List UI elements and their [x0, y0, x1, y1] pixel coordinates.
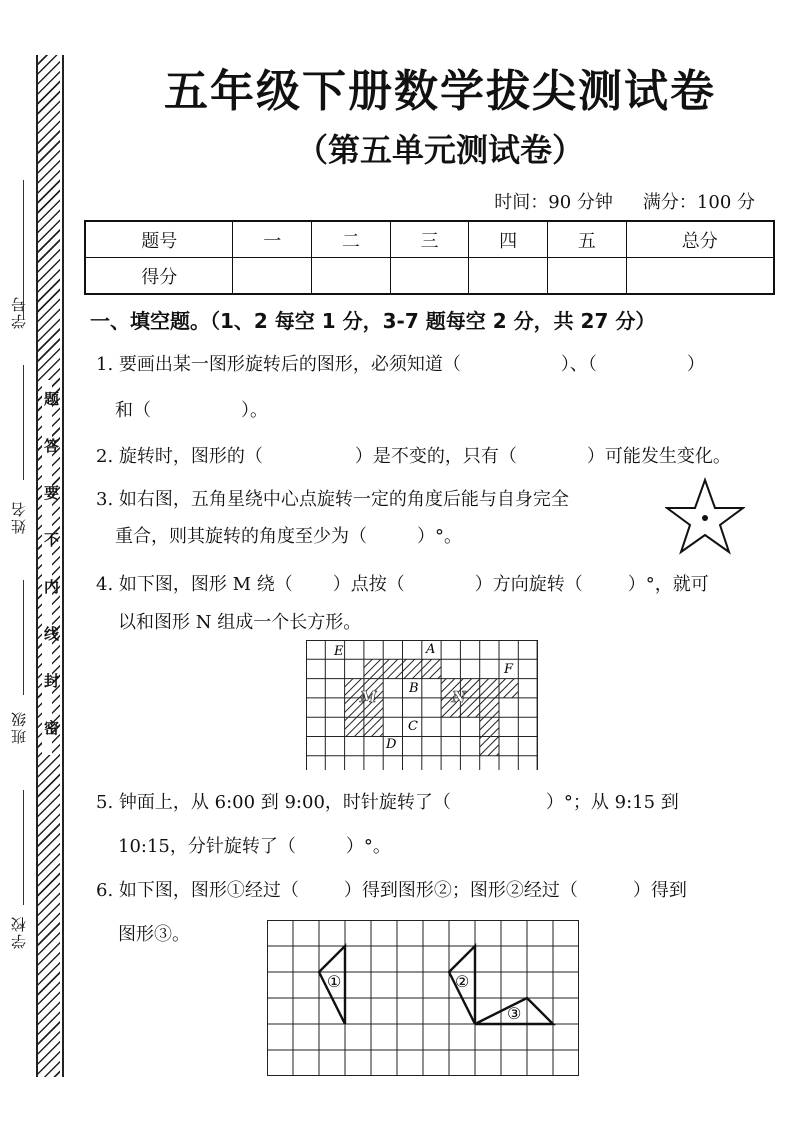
figure-4-label: E: [334, 644, 344, 659]
figure-4-label: M: [360, 688, 377, 706]
question-6: [96, 876, 687, 902]
score-input-cell[interactable]: [390, 258, 469, 295]
section-1-title: 一、填空题。（1、2 每空 1 分，3-7 题每空 2 分，共 27 分）: [90, 309, 656, 333]
q4-text: ）°，就可: [627, 574, 709, 595]
score-table: [84, 220, 775, 295]
figure-4-shaded-cells: [345, 659, 519, 756]
q2-text: 2. 旋转时，图形的（: [96, 446, 263, 467]
exam-time: 时间：90 分钟: [494, 192, 613, 213]
seal-char: 题: [44, 390, 60, 408]
question-6-cont: [118, 920, 190, 946]
student-id-label: 学号: [10, 295, 28, 329]
q1-text: ）: [686, 354, 705, 375]
shaded-cell: [403, 659, 422, 678]
q3-text: 重合，则其旋转的角度至少为（: [115, 526, 367, 547]
shaded-cell: [480, 717, 499, 736]
seal-border-right: [62, 55, 64, 1077]
figure-4-label: D: [386, 737, 397, 752]
seal-char: 线: [44, 625, 60, 643]
pentagram-figure: [665, 475, 745, 555]
shaded-cell: [364, 659, 383, 678]
q6-text: 6. 如下图，图形①经过（: [96, 880, 299, 901]
q5-text: ）°；从 9:15 到: [545, 792, 679, 813]
question-4: [96, 570, 709, 596]
q4-text: ）方向旋转（: [474, 574, 583, 595]
figure-4-label: F: [504, 662, 514, 677]
score-header-cell: 二: [312, 221, 391, 258]
shaded-cell: [480, 737, 499, 756]
question-1: [96, 350, 705, 376]
q5-text: 5. 钟面上，从 6:00 到 9:00，时针旋转了（: [96, 792, 451, 813]
seal-char: 封: [44, 672, 60, 690]
figure-4-label: A: [426, 642, 436, 657]
figure-4-label: B: [409, 681, 419, 696]
q1-text: 1. 要画出某一图形旋转后的图形，必须知道（: [96, 354, 461, 375]
score-input-cell[interactable]: [312, 258, 391, 295]
score-input-cell[interactable]: [233, 258, 312, 295]
q2-text: ）是不变的，只有（: [354, 446, 517, 467]
seal-char: 要: [44, 484, 60, 502]
shaded-cell: [345, 717, 364, 736]
shaded-cell: [422, 659, 441, 678]
question-3: [96, 485, 569, 511]
exam-full-score: 满分：100 分: [642, 192, 755, 213]
shaded-cell: [480, 679, 499, 698]
q6-text: 图形③。: [118, 924, 190, 945]
exam-meta: [494, 188, 755, 214]
figure-6-label: ①: [327, 972, 342, 991]
school-line: [23, 790, 24, 905]
score-input-cell[interactable]: [626, 258, 774, 295]
score-input-cell[interactable]: [469, 258, 548, 295]
q6-text: ）得到: [632, 880, 687, 901]
page-title: 五年级下册数学拔尖测试卷: [164, 66, 716, 117]
seal-char: 内: [44, 578, 60, 596]
shaded-cell: [364, 717, 383, 736]
q5-text: 10:15，分针旋转了（: [118, 836, 296, 857]
question-2: [96, 442, 731, 468]
seal-border-left: [36, 55, 38, 1077]
binding-margin: [0, 0, 80, 1130]
question-3-cont: [115, 522, 462, 548]
score-header-cell: 四: [469, 221, 548, 258]
figure-6-grid: [267, 920, 579, 1076]
score-row-label: 得分: [85, 258, 233, 295]
figure-4-grid: [306, 640, 538, 770]
seal-char: 不: [44, 531, 60, 549]
question-5: [96, 788, 679, 814]
q5-text: ）°。: [345, 836, 391, 857]
question-1-cont: [115, 396, 268, 422]
score-table-score-row: [85, 258, 774, 295]
score-input-cell[interactable]: [547, 258, 626, 295]
question-4-cont: [118, 608, 361, 634]
seal-char: 答: [44, 437, 60, 455]
seal-char: 密: [44, 719, 60, 737]
figure-6-gridlines: [267, 920, 579, 1076]
q4-text: ）点按（: [332, 574, 405, 595]
q3-text: 3. 如右图，五角星绕中心点旋转一定的角度后能与自身完全: [96, 489, 569, 510]
shaded-cell: [499, 679, 518, 698]
q4-text: 以和图形 N 组成一个长方形。: [118, 612, 362, 633]
score-header-cell: 五: [547, 221, 626, 258]
figure-4-label: C: [408, 719, 418, 734]
pentagram-center-dot: [702, 515, 708, 521]
q3-text: ）°。: [417, 526, 462, 547]
score-header-cell: 总分: [626, 221, 774, 258]
figure-6-label: ③: [507, 1004, 522, 1023]
shaded-cell: [383, 659, 402, 678]
score-header-cell: 一: [233, 221, 312, 258]
class-line: [23, 580, 24, 695]
q6-text: ）得到图形②；图形②经过（: [343, 880, 578, 901]
class-label: 班级: [10, 710, 28, 744]
name-label: 姓名: [10, 500, 28, 534]
score-table-header-row: [85, 221, 774, 258]
score-header-cell: 三: [390, 221, 469, 258]
score-header-cell: 题号: [85, 221, 233, 258]
figure-6-label: ②: [455, 972, 470, 991]
shaded-cell: [480, 698, 499, 717]
q2-text: ）可能发生变化。: [586, 446, 731, 467]
page-subtitle: （第五单元测试卷）: [295, 131, 584, 169]
q4-text: 4. 如下图，图形 M 绕（: [96, 574, 293, 595]
figure-4-label: N: [452, 688, 466, 706]
question-5-cont: [118, 832, 391, 858]
q1-text: ）、（: [560, 354, 597, 375]
q1-text: ）。: [241, 400, 268, 421]
name-line: [23, 365, 24, 480]
q1-text: 和（: [115, 400, 151, 421]
figure-4-gridlines: [306, 640, 538, 770]
school-label: 学校: [10, 915, 28, 949]
